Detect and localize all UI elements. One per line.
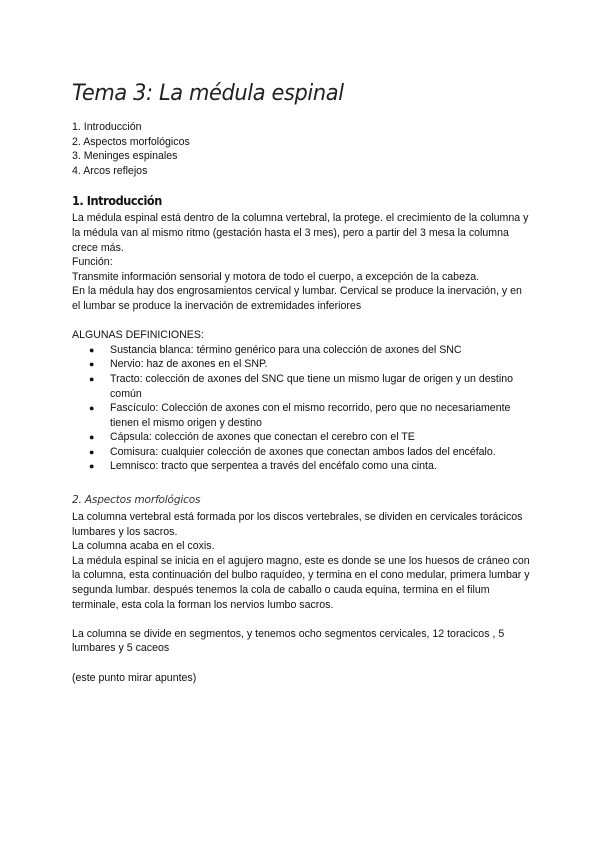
list-item: ● Cápsula: colección de axones que conectan el cerebro con el TE xyxy=(89,431,415,444)
paragraph: La columna acaba en el coxis. xyxy=(72,540,215,553)
paragraph: (este punto mirar apuntes) xyxy=(72,671,197,684)
toc-item: 4. Arcos reflejos xyxy=(72,164,148,177)
document-page xyxy=(72,78,532,685)
list-item: ● Fascículo: Colección de axones con el mismo recorrido, pero que no necesariamente tienen el mismo origen y destino xyxy=(89,402,511,429)
paragraph: La columna vertebral está formada por los discos vertebrales, se dividen en cervicales torácicos lumbares y los sacros. xyxy=(72,511,523,538)
table-of-contents xyxy=(72,120,532,178)
bullet-icon: ● xyxy=(89,446,95,457)
bullet-icon: ● xyxy=(89,373,95,384)
bullet-icon: ● xyxy=(89,344,95,355)
paragraph: La columna se divide en segmentos, y tenemos ocho segmentos cervicales, 12 toracicos , 5 lumbares y 5 caceos xyxy=(72,627,505,655)
section-introduccion xyxy=(72,192,532,474)
paragraph: En la médula hay dos engrosamientos cervical y lumbar. Cervical se produce la inervación, y en el lumbar se produce la inervación de extremidades inferiores xyxy=(72,285,522,312)
list-item: ● Comisura: cualquier colección de axones que conectan ambos lados del encéfalo. xyxy=(89,445,496,458)
funcion-label: Función: xyxy=(72,256,113,269)
bullet-icon: ● xyxy=(89,403,95,414)
definitions-title: ALGUNAS DEFINICIONES: xyxy=(72,329,204,342)
section-heading: 1. Introducción xyxy=(72,193,162,209)
list-item: ● Sustancia blanca: término genérico para una colección de axones del SNC xyxy=(89,343,462,356)
bullet-icon: ● xyxy=(89,461,95,472)
bullet-icon: ● xyxy=(89,359,95,370)
page-title: Tema 3: La médula espinal xyxy=(72,80,344,106)
paragraph: La médula espinal se inicia en el agujero magno, este es donde se une los huesos de cráneo con la columna, esta continuación del bulbo raquídeo, y termina en el cono medular, primera lumbar y segunda lumbar. después tenemos la cola de caballo o cauda equina, termina en el filum terminale, esta cola la forman los nervios lumbo sacros. xyxy=(72,554,530,611)
section-heading: 2. Aspectos morfológicos xyxy=(72,494,201,507)
toc-item: 1. Introducción xyxy=(72,121,142,133)
definitions-list xyxy=(72,343,532,474)
bullet-icon: ● xyxy=(89,432,95,443)
toc-item: 2. Aspectos morfológicos xyxy=(72,135,190,148)
paragraph: Transmite información sensorial y motora de todo el cuerpo, a excepción de la cabeza. xyxy=(72,270,480,283)
toc-item: 3. Meninges espinales xyxy=(72,150,178,163)
list-item: ● Lemnisco: tracto que serpentea a través del encéfalo como una cinta. xyxy=(89,460,437,473)
list-item: ● Tracto: colección de axones del SNC que tiene un mismo lugar de origen y un destino común xyxy=(89,372,513,400)
paragraph: La médula espinal está dentro de la columna vertebral, la protege. el crecimiento de la columna y la médula van al mismo ritmo (gestación hasta el 3 mes), pero a partir del 3 mesa la columna crece más. xyxy=(72,212,529,254)
section-aspectos-morfologicos xyxy=(72,492,532,685)
list-item: ● Nervio: haz de axones en el SNP. xyxy=(89,358,268,371)
